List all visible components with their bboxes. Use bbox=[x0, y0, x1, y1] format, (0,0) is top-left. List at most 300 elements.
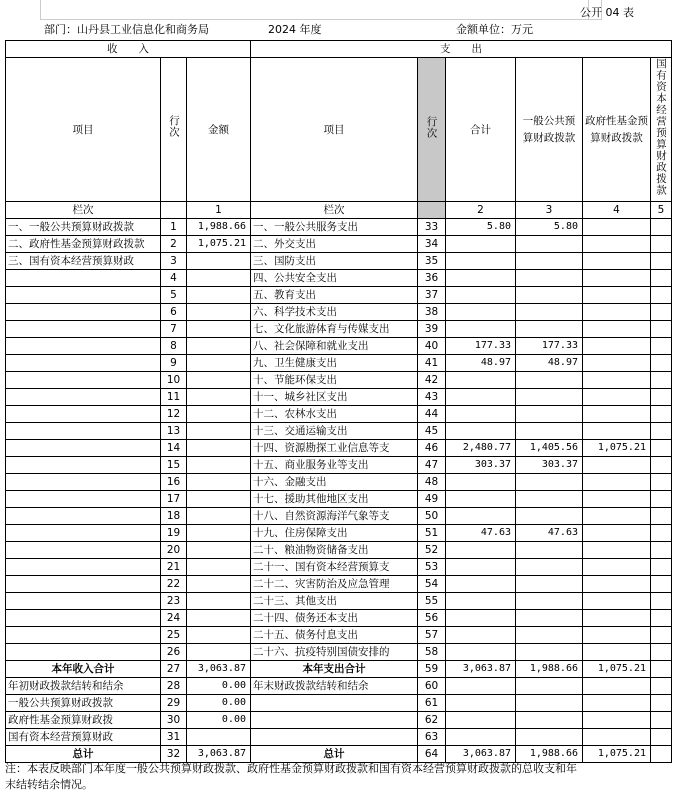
expense-item: 二十一、国有资本经营预算支 bbox=[251, 559, 418, 576]
income-amount bbox=[187, 576, 251, 593]
income-amount bbox=[187, 457, 251, 474]
expense-row-number: 57 bbox=[418, 627, 446, 644]
income-row-number: 14 bbox=[161, 440, 187, 457]
expense-item: 总计 bbox=[251, 746, 418, 763]
expense-total bbox=[446, 627, 516, 644]
income-amount bbox=[187, 593, 251, 610]
table-row bbox=[6, 236, 672, 253]
expense-row-number: 55 bbox=[418, 593, 446, 610]
col-number-1: 1 bbox=[187, 202, 251, 219]
budget-table bbox=[5, 40, 672, 763]
income-amount bbox=[187, 627, 251, 644]
expense-row-number: 59 bbox=[418, 661, 446, 678]
income-row-number: 20 bbox=[161, 542, 187, 559]
expense-item: 五、教育支出 bbox=[251, 287, 418, 304]
expense-fund-budget bbox=[583, 474, 651, 491]
expense-general-budget bbox=[516, 610, 583, 627]
table-row bbox=[6, 712, 672, 729]
income-item: 总计 bbox=[6, 746, 161, 763]
expense-row-number: 40 bbox=[418, 338, 446, 355]
expense-fund-budget bbox=[583, 559, 651, 576]
expense-total: 2,480.77 bbox=[446, 440, 516, 457]
expense-general-budget: 48.97 bbox=[516, 355, 583, 372]
expense-item: 四、公共安全支出 bbox=[251, 270, 418, 287]
expense-item: 十七、援助其他地区支出 bbox=[251, 491, 418, 508]
expense-row-number: 47 bbox=[418, 457, 446, 474]
expense-row-number: 43 bbox=[418, 389, 446, 406]
expense-fund-budget bbox=[583, 287, 651, 304]
expense-row-number: 37 bbox=[418, 287, 446, 304]
income-amount: 0.00 bbox=[187, 695, 251, 712]
expense-row-number: 63 bbox=[418, 729, 446, 746]
expense-row-number: 56 bbox=[418, 610, 446, 627]
expense-state-capital bbox=[651, 287, 672, 304]
expense-state-capital bbox=[651, 457, 672, 474]
expense-general-budget bbox=[516, 593, 583, 610]
expense-state-capital bbox=[651, 338, 672, 355]
income-row-number: 31 bbox=[161, 729, 187, 746]
table-row bbox=[6, 253, 672, 270]
expense-row-number: 52 bbox=[418, 542, 446, 559]
income-item bbox=[6, 406, 161, 423]
expense-state-capital bbox=[651, 440, 672, 457]
expense-row-number: 50 bbox=[418, 508, 446, 525]
income-row-number: 28 bbox=[161, 678, 187, 695]
expense-general-budget bbox=[516, 304, 583, 321]
footnote: 注：本表反映部门本年度一般公共预算财政拨款、政府性基金预算财政拨款和国有资本经营预算财政拨款的总收支和年 bbox=[5, 762, 577, 775]
expense-item: 十五、商业服务业等支出 bbox=[251, 457, 418, 474]
income-item: 本年收入合计 bbox=[6, 661, 161, 678]
expense-state-capital bbox=[651, 304, 672, 321]
col-number-5: 5 bbox=[651, 202, 672, 219]
unit-label: 金额单位：万元 bbox=[456, 23, 533, 36]
expense-state-capital bbox=[651, 542, 672, 559]
state-capital-header: 国有资本经营预算财政拨款 bbox=[651, 58, 672, 202]
expense-item-header: 项目 bbox=[251, 58, 418, 202]
income-row-number: 2 bbox=[161, 236, 187, 253]
expense-total bbox=[446, 423, 516, 440]
expense-total bbox=[446, 559, 516, 576]
table-row bbox=[6, 576, 672, 593]
expense-general-budget: 5.80 bbox=[516, 219, 583, 236]
income-row-number: 13 bbox=[161, 423, 187, 440]
income-rowno-header: 行次 bbox=[161, 58, 187, 202]
expense-row-number: 34 bbox=[418, 236, 446, 253]
expense-item: 十四、资源勘探工业信息等支 bbox=[251, 440, 418, 457]
table-row bbox=[6, 457, 672, 474]
expense-total bbox=[446, 593, 516, 610]
expense-item: 一、一般公共服务支出 bbox=[251, 219, 418, 236]
expense-fund-budget bbox=[583, 406, 651, 423]
expense-fund-budget: 1,075.21 bbox=[583, 440, 651, 457]
income-item bbox=[6, 304, 161, 321]
income-item bbox=[6, 287, 161, 304]
expense-total bbox=[446, 270, 516, 287]
table-row bbox=[6, 542, 672, 559]
income-item bbox=[6, 525, 161, 542]
expense-fund-budget bbox=[583, 576, 651, 593]
income-item bbox=[6, 372, 161, 389]
expense-general-budget bbox=[516, 576, 583, 593]
expense-general-budget bbox=[516, 236, 583, 253]
expense-item: 六、科学技术支出 bbox=[251, 304, 418, 321]
expense-total bbox=[446, 695, 516, 712]
income-row-number: 21 bbox=[161, 559, 187, 576]
income-item bbox=[6, 508, 161, 525]
income-amount: 0.00 bbox=[187, 678, 251, 695]
table-row bbox=[6, 372, 672, 389]
income-amount bbox=[187, 321, 251, 338]
table-row bbox=[6, 321, 672, 338]
expense-fund-budget bbox=[583, 644, 651, 661]
expense-general-budget bbox=[516, 729, 583, 746]
income-row-number: 17 bbox=[161, 491, 187, 508]
expense-item: 十八、自然资源海洋气象等支 bbox=[251, 508, 418, 525]
expense-general-budget: 1,405.56 bbox=[516, 440, 583, 457]
expense-total bbox=[446, 729, 516, 746]
expense-total bbox=[446, 253, 516, 270]
table-row bbox=[6, 423, 672, 440]
expense-total bbox=[446, 508, 516, 525]
expense-total bbox=[446, 236, 516, 253]
table-row bbox=[6, 389, 672, 406]
expense-general-budget bbox=[516, 406, 583, 423]
expense-row-number: 39 bbox=[418, 321, 446, 338]
income-amount bbox=[187, 474, 251, 491]
income-row-number: 19 bbox=[161, 525, 187, 542]
expense-state-capital bbox=[651, 746, 672, 763]
table-row bbox=[6, 695, 672, 712]
income-item bbox=[6, 389, 161, 406]
table-row bbox=[6, 729, 672, 746]
expense-general-budget bbox=[516, 321, 583, 338]
expense-item: 二十六、抗疫特别国债安排的 bbox=[251, 644, 418, 661]
income-row-number: 30 bbox=[161, 712, 187, 729]
blank-cell-gray bbox=[418, 202, 446, 219]
expense-state-capital bbox=[651, 372, 672, 389]
expense-rowno-header: 行次 bbox=[418, 58, 446, 202]
expense-fund-budget bbox=[583, 491, 651, 508]
expense-general-budget: 1,988.66 bbox=[516, 746, 583, 763]
expense-general-budget bbox=[516, 287, 583, 304]
income-row-number: 1 bbox=[161, 219, 187, 236]
table-row bbox=[6, 559, 672, 576]
expense-state-capital bbox=[651, 406, 672, 423]
footnote-continued: 末结转结余情况。 bbox=[5, 778, 93, 791]
expense-row-number: 46 bbox=[418, 440, 446, 457]
expense-fund-budget bbox=[583, 729, 651, 746]
income-amount bbox=[187, 491, 251, 508]
income-amount bbox=[187, 559, 251, 576]
income-item bbox=[6, 474, 161, 491]
expense-fund-budget: 1,075.21 bbox=[583, 661, 651, 678]
expense-total bbox=[446, 406, 516, 423]
expense-state-capital bbox=[651, 423, 672, 440]
expense-item: 十二、农林水支出 bbox=[251, 406, 418, 423]
total-header: 合计 bbox=[446, 58, 516, 202]
expense-state-capital bbox=[651, 627, 672, 644]
expense-total bbox=[446, 542, 516, 559]
expense-fund-budget bbox=[583, 338, 651, 355]
expense-general-budget bbox=[516, 270, 583, 287]
blank-cell bbox=[161, 202, 187, 219]
expense-total bbox=[446, 287, 516, 304]
income-item bbox=[6, 559, 161, 576]
expense-state-capital bbox=[651, 610, 672, 627]
expense-general-budget bbox=[516, 508, 583, 525]
income-row-number: 10 bbox=[161, 372, 187, 389]
expense-fund-budget bbox=[583, 508, 651, 525]
col-number-3: 3 bbox=[516, 202, 583, 219]
income-amount bbox=[187, 355, 251, 372]
income-amount bbox=[187, 304, 251, 321]
income-row-number: 18 bbox=[161, 508, 187, 525]
income-amount: 3,063.87 bbox=[187, 746, 251, 763]
expense-total: 177.33 bbox=[446, 338, 516, 355]
table-row bbox=[6, 678, 672, 695]
expense-header: 支 出 bbox=[251, 41, 672, 58]
expense-total bbox=[446, 474, 516, 491]
income-amount bbox=[187, 338, 251, 355]
expense-state-capital bbox=[651, 321, 672, 338]
expense-fund-budget bbox=[583, 542, 651, 559]
expense-row-number: 60 bbox=[418, 678, 446, 695]
expense-item: 二十二、灾害防治及应急管理 bbox=[251, 576, 418, 593]
expense-general-budget bbox=[516, 627, 583, 644]
expense-state-capital bbox=[651, 559, 672, 576]
income-row-number: 22 bbox=[161, 576, 187, 593]
table-row bbox=[6, 593, 672, 610]
income-item bbox=[6, 355, 161, 372]
table-row bbox=[6, 355, 672, 372]
expense-item: 九、卫生健康支出 bbox=[251, 355, 418, 372]
expense-item bbox=[251, 712, 418, 729]
expense-fund-budget bbox=[583, 627, 651, 644]
income-row-number: 15 bbox=[161, 457, 187, 474]
expense-row-number: 64 bbox=[418, 746, 446, 763]
table-row bbox=[6, 525, 672, 542]
expense-total bbox=[446, 304, 516, 321]
expense-row-number: 42 bbox=[418, 372, 446, 389]
expense-row-number: 54 bbox=[418, 576, 446, 593]
expense-general-budget bbox=[516, 542, 583, 559]
expense-total bbox=[446, 712, 516, 729]
income-amount: 1,988.66 bbox=[187, 219, 251, 236]
income-amount bbox=[187, 610, 251, 627]
expense-state-capital bbox=[651, 236, 672, 253]
table-row bbox=[6, 644, 672, 661]
col-label-left: 栏次 bbox=[6, 202, 161, 219]
income-row-number: 3 bbox=[161, 253, 187, 270]
expense-item: 七、文化旅游体育与传媒支出 bbox=[251, 321, 418, 338]
income-amount bbox=[187, 253, 251, 270]
expense-total bbox=[446, 610, 516, 627]
top-frame bbox=[40, 0, 602, 20]
income-item bbox=[6, 644, 161, 661]
expense-general-budget: 177.33 bbox=[516, 338, 583, 355]
income-row-number: 9 bbox=[161, 355, 187, 372]
general-budget-header: 一般公共预算财政拨款 bbox=[516, 58, 583, 202]
income-row-number: 4 bbox=[161, 270, 187, 287]
expense-item bbox=[251, 695, 418, 712]
income-amount bbox=[187, 372, 251, 389]
expense-total bbox=[446, 389, 516, 406]
expense-item: 十一、城乡社区支出 bbox=[251, 389, 418, 406]
expense-state-capital bbox=[651, 678, 672, 695]
income-row-number: 25 bbox=[161, 627, 187, 644]
expense-item bbox=[251, 729, 418, 746]
income-amount bbox=[187, 508, 251, 525]
form-id: 公开 04 表 bbox=[580, 6, 634, 19]
table-row bbox=[6, 661, 672, 678]
income-row-number: 8 bbox=[161, 338, 187, 355]
income-item: 一、一般公共预算财政拨款 bbox=[6, 219, 161, 236]
col-number-2: 2 bbox=[446, 202, 516, 219]
expense-total bbox=[446, 576, 516, 593]
expense-total: 303.37 bbox=[446, 457, 516, 474]
expense-item: 二十、粮油物资储备支出 bbox=[251, 542, 418, 559]
expense-item: 三、国防支出 bbox=[251, 253, 418, 270]
expense-general-budget bbox=[516, 389, 583, 406]
table-row bbox=[6, 304, 672, 321]
expense-state-capital bbox=[651, 219, 672, 236]
income-item: 政府性基金预算财政拨 bbox=[6, 712, 161, 729]
expense-fund-budget bbox=[583, 253, 651, 270]
income-amount-header: 金额 bbox=[187, 58, 251, 202]
expense-general-budget bbox=[516, 372, 583, 389]
expense-fund-budget bbox=[583, 270, 651, 287]
expense-general-budget bbox=[516, 559, 583, 576]
expense-item: 二十三、其他支出 bbox=[251, 593, 418, 610]
table-row bbox=[6, 338, 672, 355]
expense-row-number: 58 bbox=[418, 644, 446, 661]
expense-state-capital bbox=[651, 729, 672, 746]
income-item bbox=[6, 321, 161, 338]
expense-fund-budget bbox=[583, 355, 651, 372]
expense-state-capital bbox=[651, 253, 672, 270]
expense-item: 八、社会保障和就业支出 bbox=[251, 338, 418, 355]
income-item bbox=[6, 542, 161, 559]
income-amount bbox=[187, 406, 251, 423]
expense-general-budget bbox=[516, 423, 583, 440]
fund-budget-header: 政府性基金预算财政拨款 bbox=[583, 58, 651, 202]
income-amount: 0.00 bbox=[187, 712, 251, 729]
expense-fund-budget bbox=[583, 525, 651, 542]
expense-state-capital bbox=[651, 593, 672, 610]
income-item: 二、政府性基金预算财政拨款 bbox=[6, 236, 161, 253]
table-row bbox=[6, 440, 672, 457]
income-item bbox=[6, 610, 161, 627]
department-label: 部门：山丹县工业信息化和商务局 bbox=[44, 23, 209, 36]
expense-total: 3,063.87 bbox=[446, 746, 516, 763]
expense-row-number: 44 bbox=[418, 406, 446, 423]
col-label-right: 栏次 bbox=[251, 202, 418, 219]
table-row bbox=[6, 219, 672, 236]
expense-total bbox=[446, 372, 516, 389]
expense-total bbox=[446, 678, 516, 695]
expense-total: 47.63 bbox=[446, 525, 516, 542]
col-number-4: 4 bbox=[583, 202, 651, 219]
expense-general-budget bbox=[516, 712, 583, 729]
table-row bbox=[6, 610, 672, 627]
expense-item: 二十四、债务还本支出 bbox=[251, 610, 418, 627]
expense-row-number: 62 bbox=[418, 712, 446, 729]
year-label: 2024 年度 bbox=[268, 23, 322, 36]
expense-fund-budget bbox=[583, 304, 651, 321]
expense-state-capital bbox=[651, 474, 672, 491]
table-row bbox=[6, 287, 672, 304]
income-row-number: 11 bbox=[161, 389, 187, 406]
expense-row-number: 36 bbox=[418, 270, 446, 287]
expense-state-capital bbox=[651, 695, 672, 712]
expense-row-number: 35 bbox=[418, 253, 446, 270]
income-row-number: 6 bbox=[161, 304, 187, 321]
income-item: 三、国有资本经营预算财政 bbox=[6, 253, 161, 270]
expense-state-capital bbox=[651, 270, 672, 287]
expense-state-capital bbox=[651, 644, 672, 661]
income-item bbox=[6, 338, 161, 355]
income-item: 国有资本经营预算财政 bbox=[6, 729, 161, 746]
income-item: 一般公共预算财政拨款 bbox=[6, 695, 161, 712]
expense-state-capital bbox=[651, 576, 672, 593]
expense-item: 十三、交通运输支出 bbox=[251, 423, 418, 440]
expense-fund-budget bbox=[583, 678, 651, 695]
expense-total bbox=[446, 491, 516, 508]
expense-general-budget: 47.63 bbox=[516, 525, 583, 542]
expense-item: 本年支出合计 bbox=[251, 661, 418, 678]
table-row bbox=[6, 627, 672, 644]
expense-fund-budget bbox=[583, 695, 651, 712]
expense-general-budget bbox=[516, 253, 583, 270]
income-amount bbox=[187, 542, 251, 559]
income-item bbox=[6, 593, 161, 610]
expense-item: 二、外交支出 bbox=[251, 236, 418, 253]
expense-fund-budget bbox=[583, 236, 651, 253]
expense-total: 48.97 bbox=[446, 355, 516, 372]
income-row-number: 32 bbox=[161, 746, 187, 763]
expense-general-budget bbox=[516, 474, 583, 491]
expense-fund-budget bbox=[583, 712, 651, 729]
expense-row-number: 41 bbox=[418, 355, 446, 372]
expense-item: 年末财政拨款结转和结余 bbox=[251, 678, 418, 695]
expense-row-number: 48 bbox=[418, 474, 446, 491]
expense-row-number: 49 bbox=[418, 491, 446, 508]
income-row-number: 24 bbox=[161, 610, 187, 627]
expense-state-capital bbox=[651, 508, 672, 525]
expense-total: 3,063.87 bbox=[446, 661, 516, 678]
expense-row-number: 53 bbox=[418, 559, 446, 576]
expense-fund-budget bbox=[583, 372, 651, 389]
expense-fund-budget bbox=[583, 219, 651, 236]
expense-item: 十九、住房保障支出 bbox=[251, 525, 418, 542]
expense-state-capital bbox=[651, 661, 672, 678]
expense-state-capital bbox=[651, 525, 672, 542]
income-item bbox=[6, 576, 161, 593]
income-item-header: 项目 bbox=[6, 58, 161, 202]
expense-general-budget: 1,988.66 bbox=[516, 661, 583, 678]
expense-state-capital bbox=[651, 491, 672, 508]
expense-item: 十、节能环保支出 bbox=[251, 372, 418, 389]
table-row bbox=[6, 406, 672, 423]
expense-fund-budget bbox=[583, 610, 651, 627]
income-row-number: 5 bbox=[161, 287, 187, 304]
expense-total: 5.80 bbox=[446, 219, 516, 236]
income-amount bbox=[187, 440, 251, 457]
expense-item: 十六、金融支出 bbox=[251, 474, 418, 491]
expense-fund-budget bbox=[583, 423, 651, 440]
expense-fund-budget: 1,075.21 bbox=[583, 746, 651, 763]
income-item bbox=[6, 270, 161, 287]
